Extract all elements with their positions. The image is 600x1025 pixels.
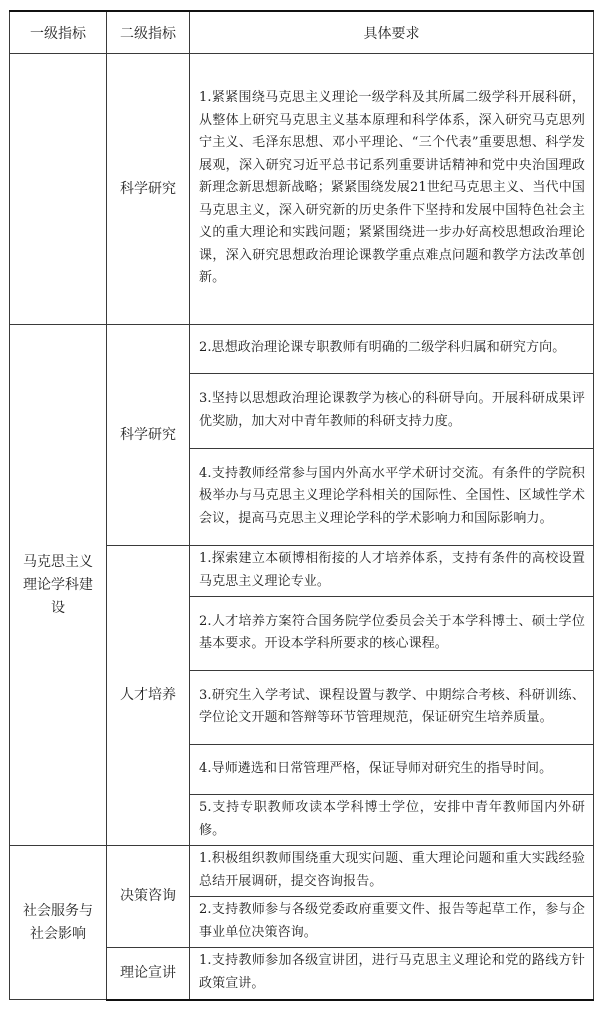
requirement-cell: 5.支持专职教师攻读本学科博士学位，安排中青年教师国内外研修。 bbox=[190, 795, 594, 846]
level2-cell: 科学研究 bbox=[107, 325, 190, 546]
level2-cell: 理论宣讲 bbox=[107, 948, 190, 1000]
requirement-cell: 3.研究生入学考试、课程设置与教学、中期综合考核、科研训练、学位论文开题和答辩等环节管理规范，保证研究生培养质量。 bbox=[190, 671, 594, 745]
table-row bbox=[10, 846, 594, 897]
requirement-cell: 4.导师遴选和日常管理严格，保证导师对研究生的指导时间。 bbox=[190, 745, 594, 795]
level2-cell: 科学研究 bbox=[107, 54, 190, 325]
requirement-cell: 2.支持教师参与各级党委政府重要文件、报告等起草工作，参与企事业单位决策咨询。 bbox=[190, 897, 594, 948]
header-level1: 一级指标 bbox=[10, 11, 107, 54]
level2-cell: 决策咨询 bbox=[107, 846, 190, 948]
requirement-cell: 3.坚持以思想政治理论课教学为核心的科研导向。开展科研成果评优奖励，加大对中青年教师的科研支持力度。 bbox=[190, 374, 594, 449]
requirement-cell: 1.紧紧围绕马克思主义理论一级学科及其所属二级学科开展科研，从整体上研究马克思主义基本原理和科学体系，深入研究马克思列宁主义、毛泽东思想、邓小平理论、“三个代表”重要思想、科学发展观，深入研究习近平总书记系列重要讲话精神和党中央治国理政新理念新思想新战略；紧紧围绕发展21世纪马克思主义、当代中国马克思主义，深入研究新的历史条件下坚持和发展中国特色社会主义的重大理论和实践问题；紧紧围绕进一步办好高校思想政治理论课，深入研究思想政治理论课教学重点难点问题和教学方法改革创新。 bbox=[190, 54, 594, 325]
requirement-cell: 2.人才培养方案符合国务院学位委员会关于本学科博士、硕士学位基本要求。开设本学科所要求的核心课程。 bbox=[190, 597, 594, 671]
requirement-cell: 1.探索建立本硕博相衔接的人才培养体系，支持有条件的高校设置马克思主义理论专业。 bbox=[190, 546, 594, 597]
requirement-cell: 1.积极组织教师围绕重大现实问题、重大理论问题和重大实践经验总结开展调研，提交咨询报告。 bbox=[190, 846, 594, 897]
level1-cell bbox=[10, 54, 107, 325]
table-row bbox=[10, 325, 594, 374]
header-requirements: 具体要求 bbox=[190, 11, 594, 54]
requirement-cell: 2.思想政治理论课专职教师有明确的二级学科归属和研究方向。 bbox=[190, 325, 594, 374]
requirement-cell: 1.支持教师参加各级宣讲团，进行马克思主义理论和党的路线方针政策宣讲。 bbox=[190, 948, 594, 1000]
header-level2: 二级指标 bbox=[107, 11, 190, 54]
level1-cell: 马克思主义理论学科建设 bbox=[10, 325, 107, 846]
level2-cell: 人才培养 bbox=[107, 546, 190, 846]
level1-cell: 社会服务与社会影响 bbox=[10, 846, 107, 1000]
table-header-row bbox=[10, 11, 594, 54]
requirement-cell: 4.支持教师经常参与国内外高水平学术研讨交流。有条件的学院积极举办与马克思主义理论学科相关的国际性、全国性、区域性学术会议，提高马克思主义理论学科的学术影响力和国际影响力。 bbox=[190, 449, 594, 546]
indicator-table bbox=[9, 10, 594, 1001]
table-row bbox=[10, 54, 594, 325]
